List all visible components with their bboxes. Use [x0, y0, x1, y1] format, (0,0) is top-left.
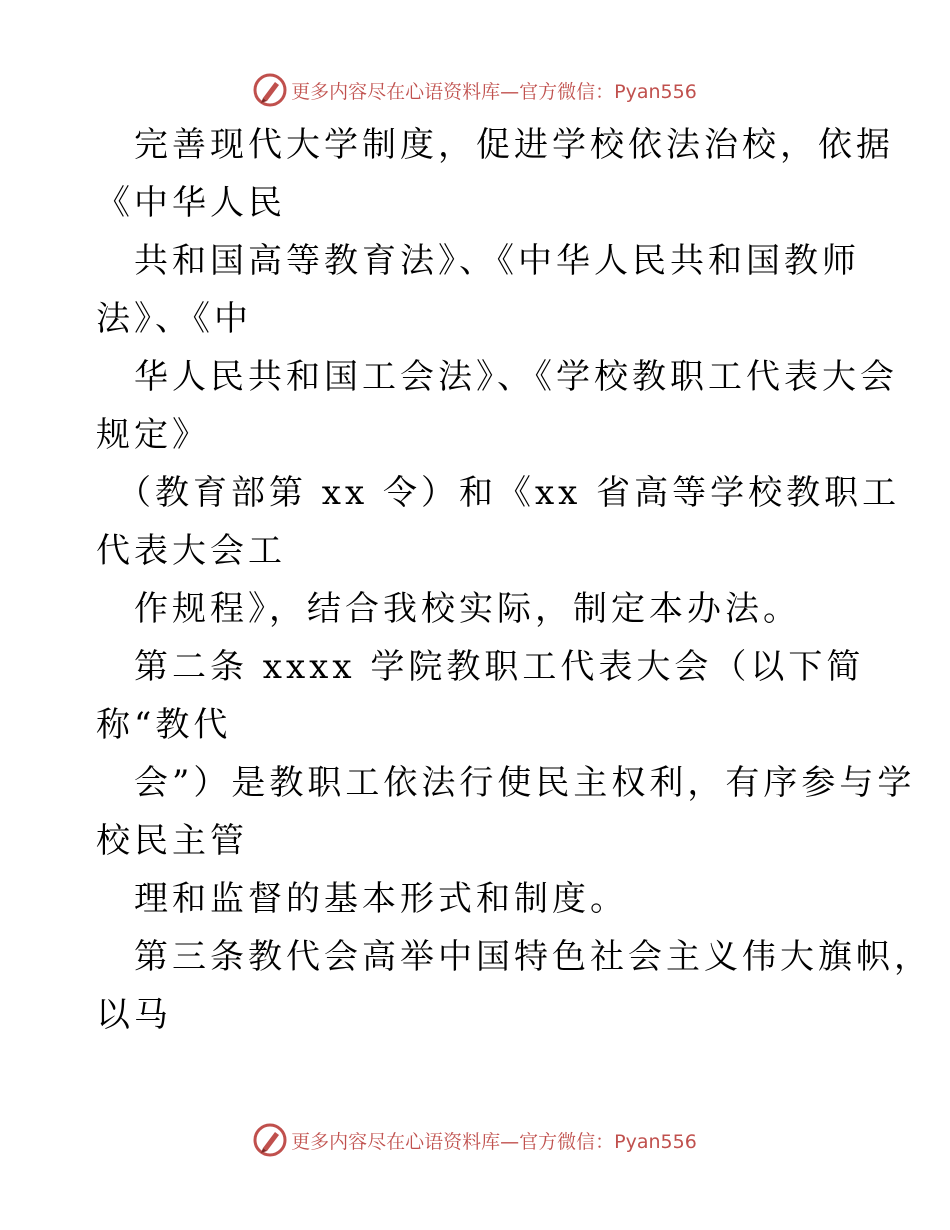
- text-line: 称“教代: [96, 705, 232, 745]
- text-line: 共和国高等教育法》、《中华人民共和国教师: [96, 241, 860, 281]
- text-line: 会”）是教职工依法行使民主权利，有序参与学: [96, 763, 916, 803]
- header-banner: [0, 70, 950, 110]
- text-line: （教育部第 xx 令）和《xx 省高等学校教职工: [96, 473, 901, 513]
- text-line: 作规程》，结合我校实际，制定本办法。: [96, 589, 801, 629]
- text-line: 法》、《中: [96, 299, 252, 339]
- pen-logo-icon: [253, 73, 287, 107]
- text-line: 以马: [96, 995, 172, 1035]
- banner-text: 更多内容尽在心语资料库—官方微信：Pyan556: [291, 80, 697, 103]
- text-line: 第三条教代会高举中国特色社会主义伟大旗帜，: [96, 937, 932, 977]
- text-line: 规定》: [96, 415, 210, 455]
- footer-banner: [0, 1120, 950, 1160]
- text-line: 《中华人民: [96, 183, 286, 223]
- text-line: 华人民共和国工会法》、《学校教职工代表大会: [96, 357, 898, 397]
- text-line: 校民主管: [96, 821, 248, 861]
- text-line: 完善现代大学制度，促进学校依法治校，依据: [96, 125, 894, 165]
- banner-text: 更多内容尽在心语资料库—官方微信：Pyan556: [291, 1130, 697, 1153]
- text-line: 理和监督的基本形式和制度。: [96, 879, 628, 919]
- text-line: 代表大会工: [96, 531, 286, 571]
- pen-logo-icon: [253, 1123, 287, 1157]
- text-line: 第二条 xxxx 学院教职工代表大会（以下简: [96, 647, 865, 687]
